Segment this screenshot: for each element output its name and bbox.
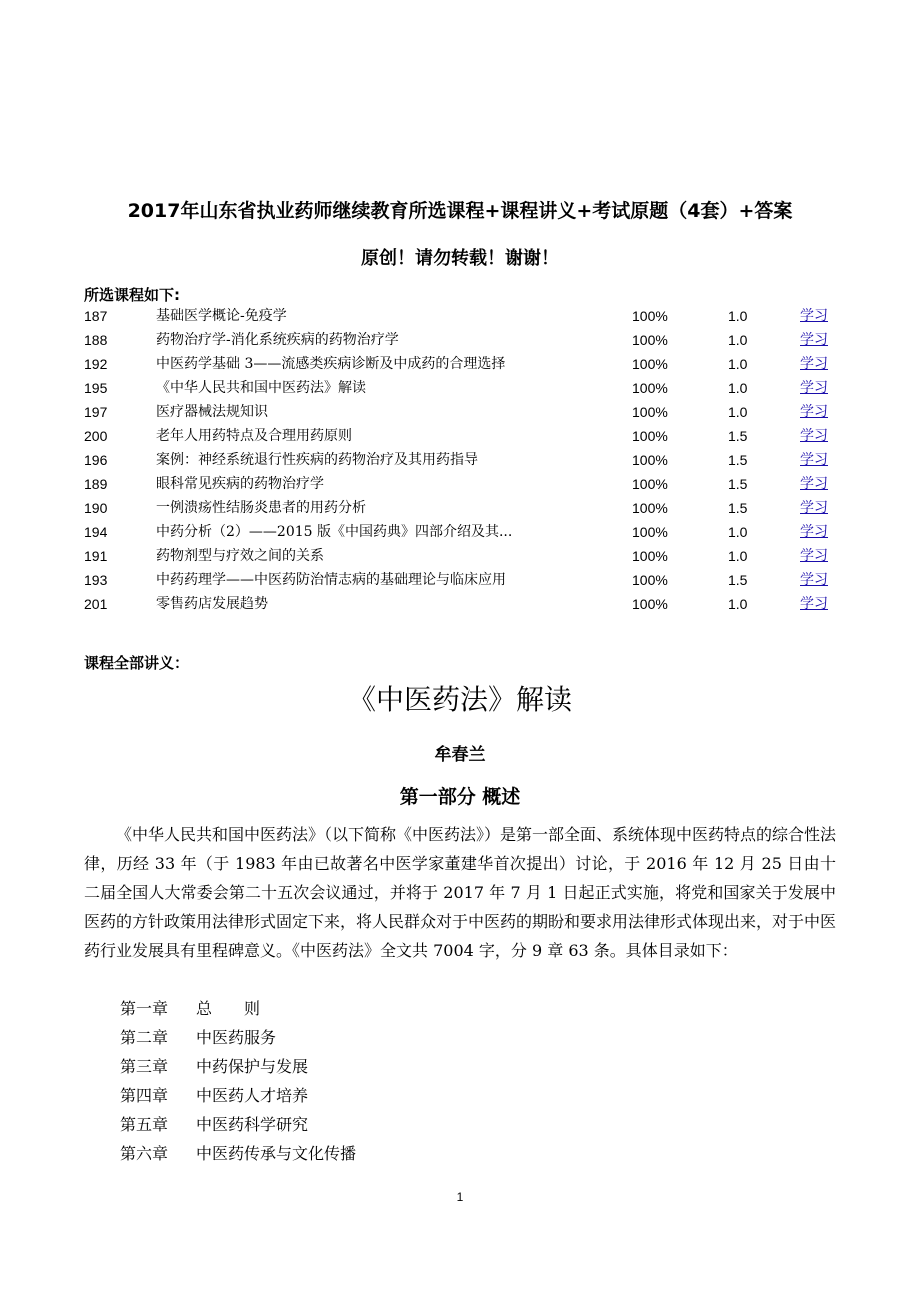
course-progress: 100% bbox=[632, 380, 668, 396]
course-id: 193 bbox=[84, 572, 108, 588]
course-name: 一例溃疡性结肠炎患者的用药分析 bbox=[156, 500, 366, 516]
course-progress: 100% bbox=[632, 524, 668, 540]
course-name: 中医药学基础 3——流感类疾病诊断及中成药的合理选择 bbox=[156, 356, 506, 372]
chapter-title: 中医药科学研究 bbox=[196, 1115, 309, 1134]
chapter-title: 中医药传承与文化传播 bbox=[196, 1144, 357, 1163]
lecture-author: 牟春兰 bbox=[434, 745, 486, 765]
course-row bbox=[84, 330, 864, 354]
course-row bbox=[84, 378, 864, 402]
course-name: 老年人用药特点及合理用药原则 bbox=[156, 428, 352, 444]
chapter-item bbox=[120, 1081, 356, 1110]
course-id: 200 bbox=[84, 428, 108, 444]
course-study-link[interactable]: 学习 bbox=[800, 404, 828, 420]
course-credit: 1.5 bbox=[728, 572, 748, 588]
course-study-link[interactable]: 学习 bbox=[800, 356, 828, 372]
course-id: 194 bbox=[84, 524, 108, 540]
course-study-link[interactable]: 学习 bbox=[800, 572, 828, 588]
course-study-link[interactable]: 学习 bbox=[800, 548, 828, 564]
course-progress: 100% bbox=[632, 548, 668, 564]
course-progress: 100% bbox=[632, 404, 668, 420]
chapter-number: 第三章 bbox=[120, 1057, 169, 1076]
course-name: 《中华人民共和国中医药法》解读 bbox=[156, 380, 366, 396]
course-name: 药物剂型与疗效之间的关系 bbox=[156, 548, 324, 564]
course-id: 192 bbox=[84, 356, 108, 372]
course-row bbox=[84, 546, 864, 570]
course-credit: 1.5 bbox=[728, 476, 748, 492]
course-credit: 1.0 bbox=[728, 380, 748, 396]
chapter-number: 第六章 bbox=[120, 1144, 169, 1163]
course-credit: 1.0 bbox=[728, 596, 748, 612]
course-name: 眼科常见疾病的药物治疗学 bbox=[156, 476, 324, 492]
course-row bbox=[84, 450, 864, 474]
chapter-number: 第五章 bbox=[120, 1115, 169, 1134]
chapter-item bbox=[120, 994, 356, 1023]
chapter-list bbox=[120, 994, 356, 1168]
course-study-link[interactable]: 学习 bbox=[800, 380, 828, 396]
lecture-title: 《中医药法》解读 bbox=[347, 683, 572, 716]
course-row bbox=[84, 498, 864, 522]
chapter-number: 第二章 bbox=[120, 1028, 169, 1047]
course-study-link[interactable]: 学习 bbox=[800, 476, 828, 492]
courses-heading: 所选课程如下: bbox=[84, 286, 180, 304]
course-name: 药物治疗学-消化系统疾病的药物治疗学 bbox=[156, 332, 399, 348]
course-study-link[interactable]: 学习 bbox=[800, 308, 828, 324]
course-id: 197 bbox=[84, 404, 108, 420]
course-study-link[interactable]: 学习 bbox=[800, 500, 828, 516]
course-id: 191 bbox=[84, 548, 108, 564]
course-id: 189 bbox=[84, 476, 108, 492]
course-name: 案例：神经系统退行性疾病的药物治疗及其用药指导 bbox=[156, 452, 478, 468]
course-row bbox=[84, 594, 864, 618]
course-id: 188 bbox=[84, 332, 108, 348]
chapter-item bbox=[120, 1110, 356, 1139]
chapter-number: 第一章 bbox=[120, 999, 169, 1018]
course-row bbox=[84, 354, 864, 378]
course-id: 196 bbox=[84, 452, 108, 468]
course-list bbox=[84, 306, 864, 618]
part-title: 第一部分 概述 bbox=[399, 786, 521, 808]
chapter-item bbox=[120, 1023, 356, 1052]
course-credit: 1.0 bbox=[728, 404, 748, 420]
course-study-link[interactable]: 学习 bbox=[800, 452, 828, 468]
course-credit: 1.0 bbox=[728, 548, 748, 564]
course-name: 医疗器械法规知识 bbox=[156, 404, 268, 420]
course-progress: 100% bbox=[632, 500, 668, 516]
course-id: 195 bbox=[84, 380, 108, 396]
course-progress: 100% bbox=[632, 308, 668, 324]
course-credit: 1.0 bbox=[728, 356, 748, 372]
course-study-link[interactable]: 学习 bbox=[800, 332, 828, 348]
chapter-title: 中医药服务 bbox=[196, 1028, 277, 1047]
course-row bbox=[84, 474, 864, 498]
course-progress: 100% bbox=[632, 572, 668, 588]
course-name: 零售药店发展趋势 bbox=[156, 596, 268, 612]
course-progress: 100% bbox=[632, 452, 668, 468]
course-name: 基础医学概论-免疫学 bbox=[156, 308, 287, 324]
chapter-title: 中医药人才培养 bbox=[196, 1086, 309, 1105]
course-progress: 100% bbox=[632, 596, 668, 612]
intro-paragraph: 《中华人民共和国中医药法》（以下简称《中医药法》）是第一部全面、系统体现中医药特点的综合性法律，历经 33 年（于 1983 年由已故著名中医学家董建华首次提出）讨论，于 2016 年 12 月 25 日由十二届全国人大常委会第二十五次会议通过，并将于 2017 年 7 月 1 日起正式实施，将党和国家关于发展中医药的方针政策用法律形式固定下来，将人民群众对于中医药的期盼和要求用法律形式体现出来，对于中医药行业发展具有里程碑意义。《中医药法》全文共 7004 字，分 9 章 63 条。具体目录如下： bbox=[84, 825, 837, 960]
document-subtitle: 原创！请勿转载！谢谢！ bbox=[361, 248, 559, 269]
course-progress: 100% bbox=[632, 356, 668, 372]
course-row bbox=[84, 306, 864, 330]
course-study-link[interactable]: 学习 bbox=[800, 428, 828, 444]
chapter-title: 中药保护与发展 bbox=[196, 1057, 309, 1076]
course-row bbox=[84, 522, 864, 546]
course-row bbox=[84, 570, 864, 594]
course-progress: 100% bbox=[632, 428, 668, 444]
lectures-heading: 课程全部讲义： bbox=[84, 654, 190, 672]
course-id: 187 bbox=[84, 308, 108, 324]
chapter-number: 第四章 bbox=[120, 1086, 169, 1105]
course-credit: 1.0 bbox=[728, 308, 748, 324]
course-progress: 100% bbox=[632, 476, 668, 492]
course-name: 中药药理学——中医药防治情志病的基础理论与临床应用 bbox=[156, 572, 506, 588]
course-row bbox=[84, 402, 864, 426]
course-id: 201 bbox=[84, 596, 108, 612]
course-credit: 1.5 bbox=[728, 452, 748, 468]
course-study-link[interactable]: 学习 bbox=[800, 524, 828, 540]
course-credit: 1.5 bbox=[728, 428, 748, 444]
course-credit: 1.0 bbox=[728, 332, 748, 348]
course-name: 中药分析（2）——2015 版《中国药典》四部介绍及其... bbox=[156, 524, 513, 540]
document-title: 2017年山东省执业药师继续教育所选课程+课程讲义+考试原题（4套）+答案 bbox=[127, 200, 793, 222]
course-credit: 1.5 bbox=[728, 500, 748, 516]
course-row bbox=[84, 426, 864, 450]
chapter-item bbox=[120, 1052, 356, 1081]
course-credit: 1.0 bbox=[728, 524, 748, 540]
chapter-title: 总 则 bbox=[196, 999, 261, 1018]
course-id: 190 bbox=[84, 500, 108, 516]
course-study-link[interactable]: 学习 bbox=[800, 596, 828, 612]
chapter-item bbox=[120, 1139, 356, 1168]
course-progress: 100% bbox=[632, 332, 668, 348]
page-number: 1 bbox=[456, 1190, 464, 1204]
